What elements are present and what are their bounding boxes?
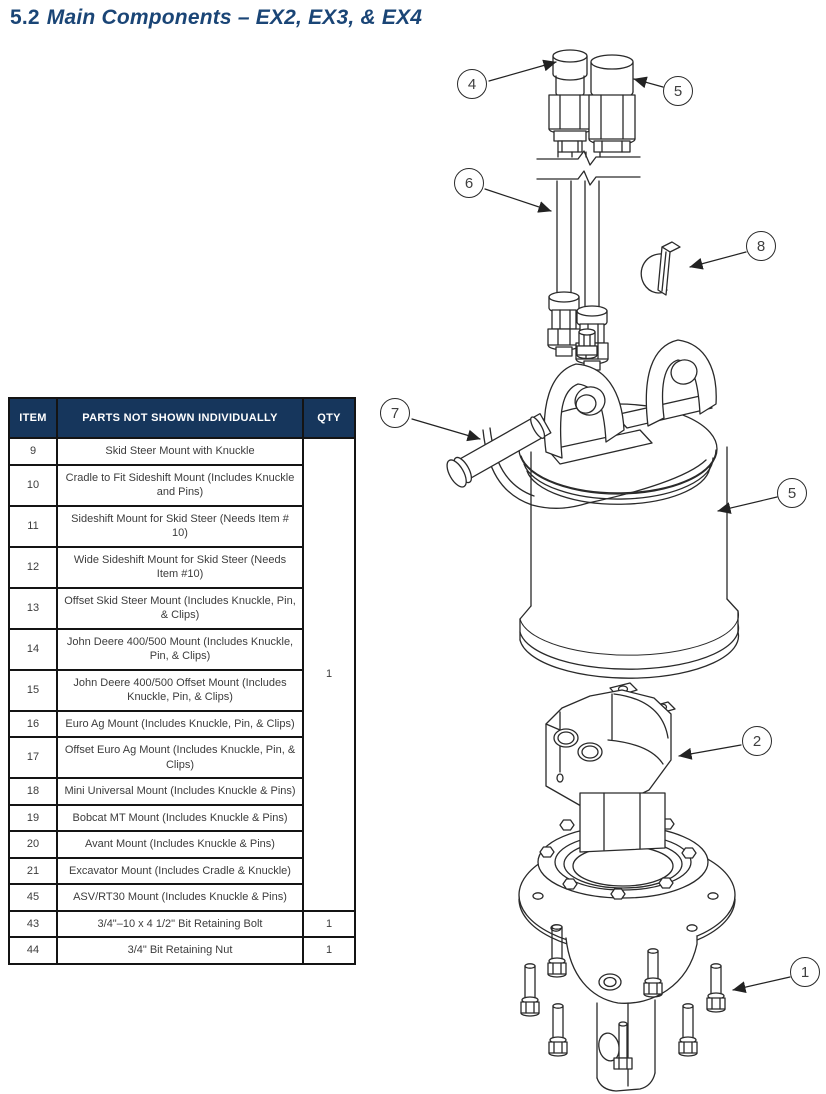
desc-cell: Sideshift Mount for Skid Steer (Needs Item # 10) [57,506,303,547]
callout-label: 8 [756,237,766,255]
desc-cell: Euro Ag Mount (Includes Knuckle, Pin, & Clips) [57,711,303,738]
desc-cell: Excavator Mount (Includes Cradle & Knuckle) [57,858,303,885]
header-item: ITEM [9,398,57,438]
desc-cell: 3/4"–10 x 4 1/2" Bit Retaining Bolt [57,911,303,938]
callout-1 [790,957,820,987]
item-cell: 18 [9,778,57,805]
callout-8 [746,231,776,261]
hoses [548,181,608,370]
callout-label: 5 [673,82,683,100]
coupler-left [549,50,591,152]
qty-cell-merged: 1 [303,438,355,911]
item-cell: 21 [9,858,57,885]
desc-cell: Mini Universal Mount (Includes Knuckle & Pins) [57,778,303,805]
callout-label: 1 [800,963,810,981]
desc-cell: Offset Skid Steer Mount (Includes Knuckle, Pin, & Clips) [57,588,303,629]
desc-cell: Skid Steer Mount with Knuckle [57,438,303,465]
callout-label: 4 [467,75,477,93]
header-qty: QTY [303,398,355,438]
section-number: 5.2 [10,6,40,29]
item-cell: 15 [9,670,57,711]
item-cell: 16 [9,711,57,738]
desc-cell: Bobcat MT Mount (Includes Knuckle & Pins) [57,805,303,832]
section-title-text: Main Components – EX2, EX3, & EX4 [46,6,423,29]
desc-cell: Offset Euro Ag Mount (Includes Knuckle, Pin, & Clips) [57,737,303,778]
item-cell: 43 [9,911,57,938]
output-shaft [566,936,697,1091]
callout-5-body [777,478,807,508]
desc-cell: Avant Mount (Includes Knuckle & Pins) [57,831,303,858]
desc-cell: John Deere 400/500 Mount (Includes Knuckle, Pin, & Clips) [57,629,303,670]
desc-cell: 3/4" Bit Retaining Nut [57,937,303,964]
item-cell: 44 [9,937,57,964]
desc-cell: John Deere 400/500 Offset Mount (Includes Knuckle, Pin, & Clips) [57,670,303,711]
callout-6 [454,168,484,198]
qty-cell: 1 [303,937,355,964]
callout-4 [457,69,487,99]
callout-label: 7 [390,404,400,422]
header-parts: PARTS NOT SHOWN INDIVIDUALLY [57,398,303,438]
callout-5-top [663,76,693,106]
item-cell: 11 [9,506,57,547]
desc-cell: ASV/RT30 Mount (Includes Knuckle & Pins) [57,884,303,911]
desc-cell: Cradle to Fit Sideshift Mount (Includes Knuckle and Pins) [57,465,303,506]
coupler-right [589,55,635,152]
item-cell: 45 [9,884,57,911]
hydraulic-motor [546,683,675,806]
qty-cell: 1 [303,911,355,938]
item-cell: 19 [9,805,57,832]
callout-7 [380,398,410,428]
item-cell: 12 [9,547,57,588]
item-cell: 9 [9,438,57,465]
callout-2 [742,726,772,756]
item-cell: 13 [9,588,57,629]
item-cell: 10 [9,465,57,506]
clip [641,242,680,295]
item-cell: 20 [9,831,57,858]
desc-cell: Wide Sideshift Mount for Skid Steer (Needs Item #10) [57,547,303,588]
callout-label: 5 [787,484,797,502]
callout-label: 6 [464,174,474,192]
item-cell: 14 [9,629,57,670]
item-cell: 17 [9,737,57,778]
callout-label: 2 [752,732,762,750]
